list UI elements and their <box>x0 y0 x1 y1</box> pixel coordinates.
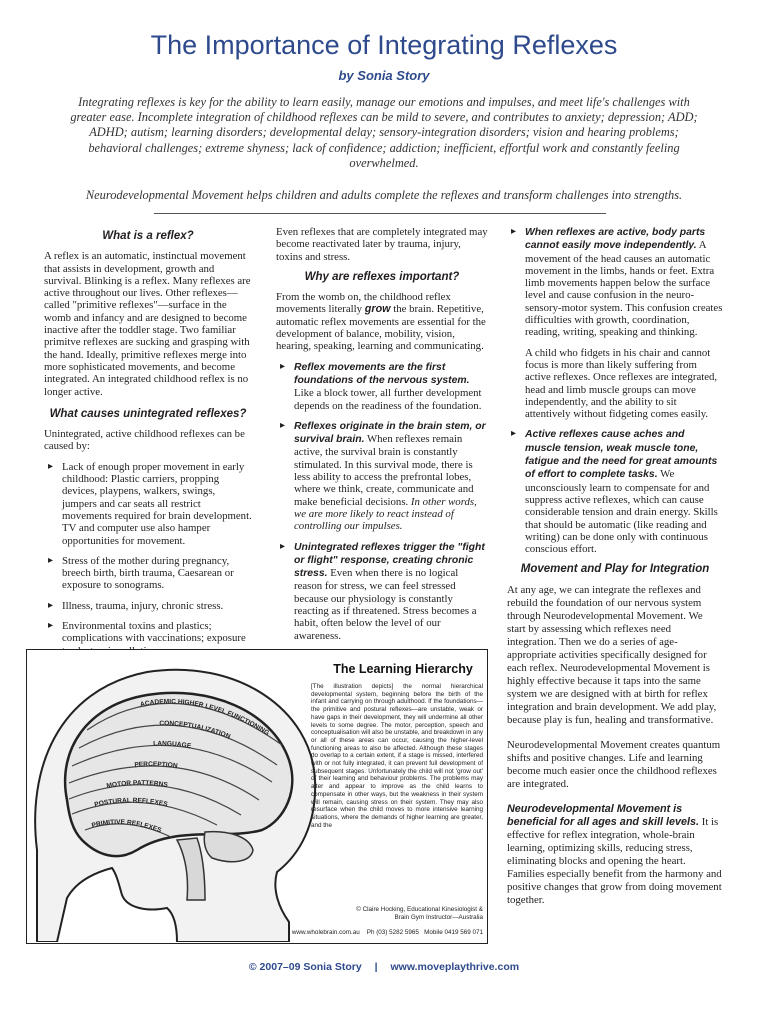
paragraph: Even reflexes that are completely integrated may become reactivated later by trauma, injury, toxins and stress. <box>276 226 488 263</box>
paragraph: A child who fidgets in his chair and cannot focus is more than likely suffering from active reflexes. Once reflexes are integrated, head and limb muscle groups can move independently, and the ability to sit attentively without fidgeting comes easily. <box>525 346 718 421</box>
figure-contact <box>227 929 483 936</box>
column-2 <box>276 226 488 650</box>
page-title: The Importance of Integrating Reflexes <box>150 30 618 60</box>
figure-credit <box>311 906 483 921</box>
list-item-text: Like a block tower, all further development depends on the readiness of the foundation. <box>294 387 482 412</box>
page-footer <box>0 961 768 973</box>
figure-phone: Ph (03) 5282 5965 <box>366 929 419 936</box>
paragraph <box>276 291 488 352</box>
figure-mobile: Mobile 0419 569 071 <box>424 929 483 936</box>
list-item-lead: Active reflexes cause aches and muscle tension, weak muscle tone, fatigue and the need for great amounts of effort to complete tasks. <box>525 429 718 481</box>
list-item: ▸ Environmental toxins and plastics; complications with vaccinations; exposure <box>44 620 252 657</box>
divider <box>154 213 606 214</box>
footer-website-link[interactable]: www.moveplaythrive.com <box>390 961 520 973</box>
heading-causes: What causes unintegrated reflexes? <box>49 407 247 420</box>
credit-line: © Claire Hocking, Educational Kinesiologist & <box>356 906 483 913</box>
brain-head-illustration <box>27 650 317 942</box>
intro-paragraph: Integrating reflexes is key for the ability to learn easily, manage our emotions and impulses, and meet life's challenges with greater ease. Incomplete integration of childhood reflexes can be mild to severe, and contributes to anxiety; depression; ADD; ADHD; autism; learning disorders; developmental delay; sensory-integration disorders; vision and hearing problems; behavioral challenges; extreme shyness; lack of confidence; addiction; inefficient, effortful work and constantly feeling overwhelmed. <box>70 95 698 170</box>
layer-label-perception: PERCEPTION <box>134 761 179 770</box>
list-item-text: A movement of the head causes an automatic movement in the limbs, hands or feet. Extra limb movements happen below the surface level and cause confusion in the neuro-sensory-motor system. This confusion creates difficulties with growth, coordination, reading, writing, speaking and thinking. <box>525 239 723 339</box>
heading-what-is-reflex: What is a reflex? <box>102 230 194 242</box>
list-item <box>507 226 723 420</box>
learning-hierarchy-figure <box>26 649 488 944</box>
intro-summary: Neurodevelopmental Movement helps children and adults complete the reflexes and transform challenges into strengths. <box>85 188 683 202</box>
list-item <box>276 361 488 412</box>
paragraph: Neurodevelopmental Movement creates quantum shifts and positive changes. Life and learning become much easier once the childhood reflexes are integrated. <box>507 738 721 790</box>
figure-title: The Learning Hierarchy <box>333 662 473 676</box>
byline: by Sonia Story <box>338 68 430 83</box>
layer-label-postural-reflexes: POSTURAL REFLEXES <box>93 797 169 809</box>
causes-list <box>44 461 252 657</box>
heading-movement-play: Movement and Play for Integration <box>520 563 710 576</box>
footer-separator: | <box>374 961 378 973</box>
paragraph <box>507 803 723 907</box>
text-run: the brain. Repetitive, automatic reflex movements are essential for the development of balance, mobility, vision, hearing, speaking, learning and communicating. <box>276 303 486 353</box>
figure-caption: [The illustration depicts] the normal hierarchical developmental system, beginning before the birth of the infant and carrying on through adulthood. If the foundations—the primitive and postural reflexes—are unstable, weak or have gaps in their development, they will undermine all other levels to some degree. The motor, perception, speech and conceptualisation will also be unstable, and breakdown in any or all of these areas can occur, causing the higher-level functioning areas to also be affected. Although these stages do overlap to a certain extent, if a stage is missed, interfered with or not fully integrated, it can prevent full development of subsequent stages. Unfortunately the child will not 'grow out' of their learning and behaviour problems. The problems may alter and appear to improve as the child learns to compensate in other ways, but the weakness in their system will remain, causing stress on their system. They may also resurface when the child moves to more intensive learning situations, where the demands of higher learning are greater, and the <box>311 683 483 829</box>
text-run: From the womb on, the childhood reflex movements literally <box>276 291 451 316</box>
list-item-italic: In other words, we are more likely to react instead of controlling our impulses. <box>294 495 477 533</box>
footer-copyright: © 2007–09 Sonia Story <box>248 961 362 973</box>
paragraph: Unintegrated, active childhood reflexes can be caused by: <box>44 428 245 453</box>
importance-list <box>276 361 488 642</box>
figure-website: www.wholebrain.com.au <box>291 929 360 936</box>
column-3 <box>507 226 723 915</box>
list-item <box>276 420 488 533</box>
list-item-lead: Reflex movements are the first foundations of the nervous system. <box>294 361 470 386</box>
text-run: It is effective for reflex integration, whole-brain learning, optimizing skills, reducing stress, eliminating blocks and opening the heart. Families especially benefit from the harmony and positive changes that grow from doing movement together. <box>507 815 722 906</box>
list-item: ▸ Illness, trauma, injury, chronic stress. <box>44 600 252 612</box>
list-item-text: When reflexes remain active, the survival brain is constantly stimulated. In this survival mode, there is less ability to access the prefrontal lobes, where we think, create, communicate and make beneficial decisions. <box>294 433 474 508</box>
emphasis-grow: grow <box>364 303 391 316</box>
layer-label-motor-patterns: MOTOR PATTERNS <box>106 779 169 790</box>
list-item-lead: Unintegrated reflexes trigger the "fight or flight" response, creating chronic stress. <box>294 541 485 580</box>
layer-label-conceptualization: CONCEPTUALIZATION <box>159 720 232 741</box>
list-item-lead: Reflexes originate in the brain stem, or survival brain. <box>294 420 486 446</box>
list-item: ▸ Stress of the mother during pregnancy, breech birth, birth trauma, Caesarean or exposure to sonograms. <box>44 555 252 592</box>
credit-line: Brain Gym Instructor—Australia <box>394 913 483 921</box>
paragraph: A reflex is an automatic, instinctual movement that assists in development, growth and survival. Blinking is a reflex. Many reflexes are active throughout our lives. Other reflexes—called "primitive reflexes"—surface in the womb and infancy and are designed to become inactive after the toddler stage. Two familiar primitve reflexes are sucking and grasping with the hand. Ideally, primitive reflexes merge into more sophisticated movements, and become integrated. An integrated childhood reflex is no longer active. <box>44 250 251 398</box>
brain-outline <box>65 693 292 856</box>
column-1 <box>44 226 252 665</box>
layer-label-primitive-reflexes: PRIMITIVE REFLEXES <box>90 818 163 835</box>
emphasis-lead: Neurodevelopmental Movement is beneficial for all ages and skill levels. <box>507 802 700 828</box>
effects-list <box>507 226 723 555</box>
list-item-lead: When reflexes are active, body parts cannot easily move independently. <box>525 227 706 252</box>
list-item: ▸ Lack of enough proper movement in early childhood: Plastic carriers, propping devices, playpens, walkers, swings, jumpers and car seats all restrict movements required for brain development. TV and computer use also hamper opportunities for movement. <box>44 461 252 547</box>
paragraph: At any age, we can integrate the reflexes and rebuild the foundation of our nervous system through Neurodevelopmental Movement. We start by assessing which reflexes need integration. Then we do a series of age-appropriate activities specifically designed for each reflex. Neurodevelopmental Movement is highly effective because it taps into the same system we are designed with at birth for reflex integration and brain development. We add play, because play is fun, healing and transformative. <box>507 583 717 726</box>
layer-label-language: LANGUAGE <box>153 740 192 751</box>
list-item-text: We unconsciously learn to compensate for and suppress active reflexes, which can cause considerable tension and drain energy. Skills that should be automatic (like reading and writing) can be done only with continuous conscious effort. <box>525 468 718 556</box>
layer-label-academic: ACADEMIC HIGHER LEVEL FUNCTIONING <box>139 698 271 737</box>
heading-why-important: Why are reflexes important? <box>304 270 460 283</box>
list-item <box>507 428 723 555</box>
list-item <box>276 541 488 642</box>
list-item-text: Even when there is no logical reason for stress, we can feel stressed because our physiology is constantly reacting as if threatened. Stress becomes a habit, often below the level of our awareness. <box>294 567 477 642</box>
